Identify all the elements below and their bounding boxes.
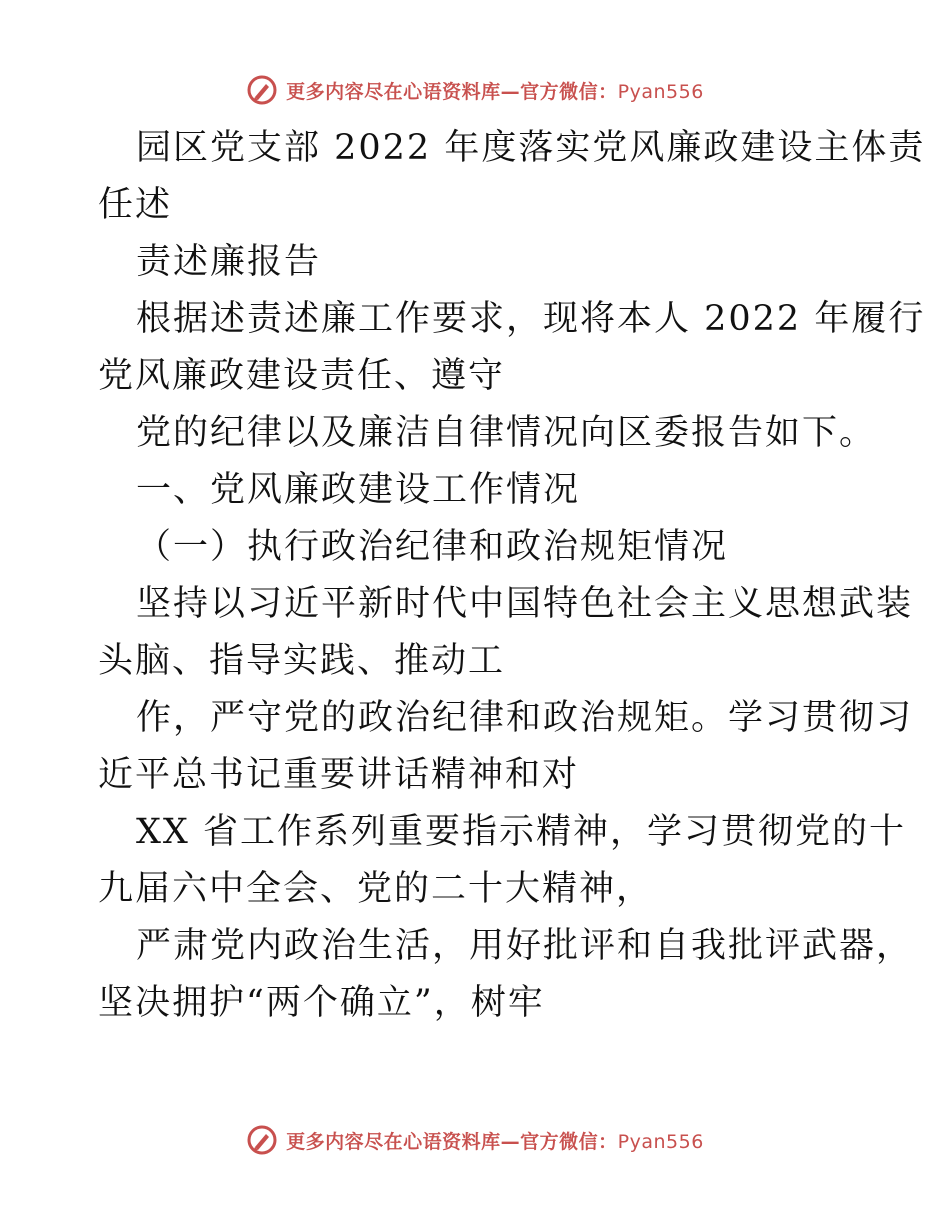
document-body — [98, 120, 926, 1032]
paragraph-line: 近平总书记重要讲话精神和对 — [98, 755, 580, 795]
pen-logo-icon — [246, 1124, 278, 1156]
paragraph-line: 九届六中全会、党的二十大精神， — [98, 869, 654, 909]
subsection-heading: （一）执行政治纪律和政治规矩情况 — [136, 527, 729, 567]
watermark-text: 更多内容尽在心语资料库—官方微信：Pyan556 — [286, 1130, 704, 1153]
paragraph-line: 根据述责述廉工作要求，现将本人 2022 年履行 — [136, 299, 926, 339]
watermark-text: 更多内容尽在心语资料库—官方微信：Pyan556 — [286, 80, 704, 103]
paragraph-line: 头脑、指导实践、推动工 — [98, 641, 506, 681]
title-line-1: 园区党支部 2022 年度落实党风廉政建设主体责 — [136, 128, 926, 168]
paragraph-line: 党风廉政建设责任、遵守 — [98, 356, 506, 396]
paragraph-line: 坚决拥护“两个确立”，树牢 — [98, 983, 545, 1023]
paragraph-line: 坚持以习近平新时代中国特色社会主义思想武装 — [136, 584, 914, 624]
paragraph-line: 严肃党内政治生活，用好批评和自我批评武器， — [136, 926, 914, 966]
subtitle-line: 责述廉报告 — [136, 242, 322, 282]
header-watermark — [0, 70, 950, 110]
paragraph-line: 作，严守党的政治纪律和政治规矩。学习贯彻习 — [136, 698, 914, 738]
section-heading: 一、党风廉政建设工作情况 — [136, 470, 581, 510]
title-line-2: 任述 — [98, 185, 173, 225]
paragraph-line: 党的纪律以及廉洁自律情况向区委报告如下。 — [136, 413, 877, 453]
paragraph-line: XX 省工作系列重要指示精神，学习贯彻党的十 — [136, 812, 906, 852]
footer-watermark — [0, 1120, 950, 1160]
pen-logo-icon — [246, 74, 278, 106]
